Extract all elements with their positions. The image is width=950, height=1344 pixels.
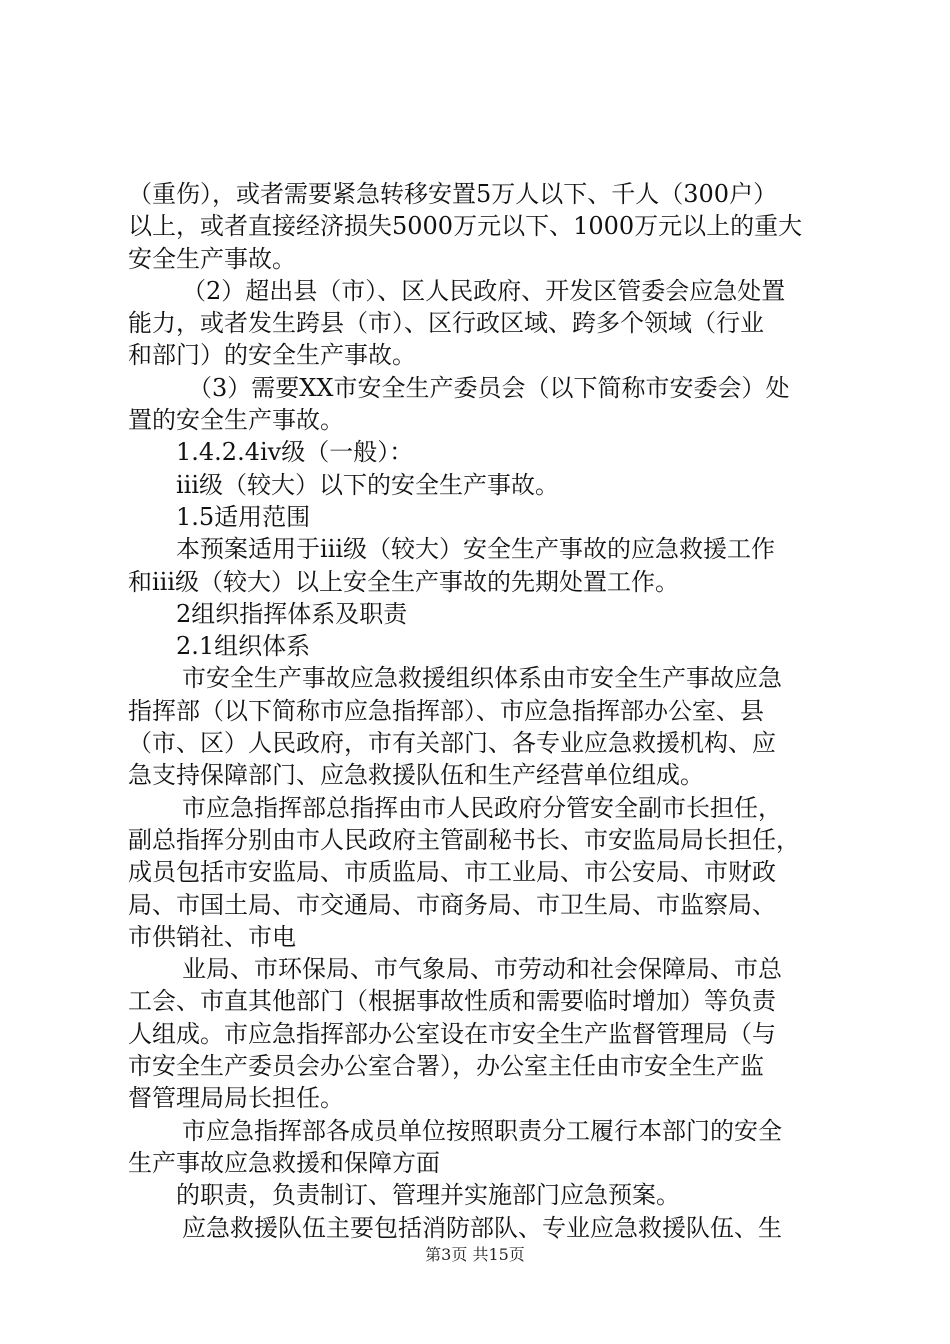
text-line: 业局、市环保局、市气象局、市劳动和社会保障局、市总 [182,955,782,984]
text-line: 的职责，负责制订、管理并实施部门应急预案。 [176,1181,680,1210]
text-line: 以上，或者直接经济损失5000万元以下、1000万元以上的重大 [128,212,803,241]
text-line: 安全生产事故。 [128,244,296,273]
text-line: 生产事故应急救援和保障方面 [128,1148,440,1177]
text-line: ⅲ级（较大）以下的安全生产事故。 [176,470,560,499]
text-line: （重伤），或者需要紧急转移安置5万人以下、千人（300户） [128,180,778,208]
text-line: 人组成。市应急指挥部办公室设在市安全生产监督管理局（与 [128,1019,776,1048]
text-line: 工会、市直其他部门（根据事故性质和需要临时增加）等负责 [128,987,776,1016]
text-line: 急支持保障部门、应急救援队伍和生产经营单位组成。 [128,761,704,790]
section-heading: 2.1组织体系 [176,632,311,661]
text-line: 督管理局局长担任。 [128,1084,344,1113]
text-line: 指挥部（以下简称市应急指挥部）、市应急指挥部办公室、县 [128,696,764,725]
text-line: 应急救援队伍主要包括消防部队、专业应急救援队伍、生 [182,1213,782,1242]
section-heading: 1.5适用范围 [176,502,311,531]
section-heading: 1.4.2.4ⅳ级（一般）： [176,438,414,467]
text-line: 市供销社、市电 [128,922,296,951]
text-line: 置的安全生产事故。 [128,406,344,435]
text-line: 局、市国土局、市交通局、市商务局、市卫生局、市监察局、 [128,890,776,919]
text-line: 能力，或者发生跨县（市）、区行政区域、跨多个领域（行业 [128,309,764,338]
text-line: 市应急指挥部各成员单位按照职责分工履行本部门的安全 [182,1116,782,1145]
text-line: （2）超出县（市）、区人民政府、开发区管委会应急处置 [182,276,786,305]
text-line: 成员包括市安监局、市质监局、市工业局、市公安局、市财政 [128,858,776,887]
text-line: 本预案适用于ⅲ级（较大）安全生产事故的应急救援工作 [176,535,776,564]
text-line: 市安全生产委员会办公室合署），办公室主任由市安全生产监 [128,1052,764,1081]
text-line: 和部门）的安全生产事故。 [128,341,416,370]
section-heading: 2组织指挥体系及职责 [176,599,408,628]
text-line: 市应急指挥部总指挥由市人民政府分管安全副市长担任， [182,793,782,822]
text-line: （市、区）人民政府，市有关部门、各专业应急救援机构、应 [128,729,776,758]
text-line: 和ⅲ级（较大）以上安全生产事故的先期处置工作。 [128,567,680,596]
text-line: 副总指挥分别由市人民政府主管副秘书长、市安监局局长担任， [128,825,800,854]
text-line: （3）需要XX市安全生产委员会（以下简称市安委会）处 [188,373,790,402]
document-body [128,178,838,1244]
text-line: 市安全生产事故应急救援组织体系由市安全生产事故应急 [182,664,782,693]
page-number-footer: 第3页 共15页 [425,1245,525,1264]
